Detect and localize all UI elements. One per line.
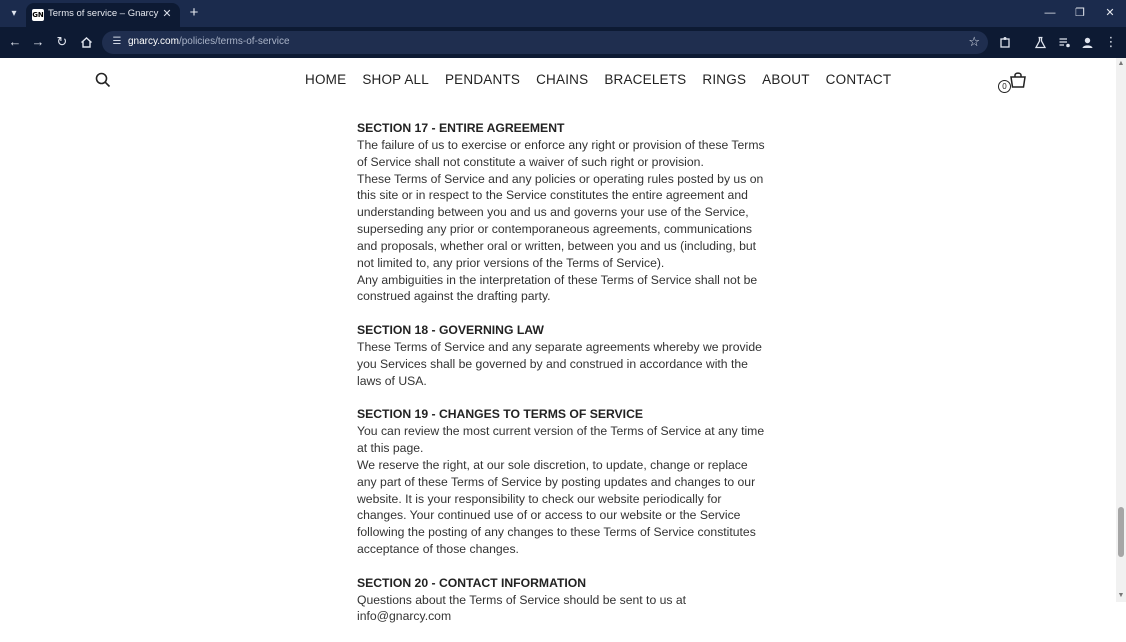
scrollbar-thumb[interactable] — [1118, 507, 1124, 557]
home-icon[interactable] — [77, 33, 95, 51]
nav-item-rings[interactable]: RINGS — [702, 72, 747, 87]
section-heading: SECTION 17 - ENTIRE AGREEMENT — [357, 121, 565, 135]
section-heading: SECTION 20 - CONTACT INFORMATION — [357, 575, 587, 590]
main-nav — [305, 72, 907, 87]
nav-item-shop-all[interactable]: SHOP ALL — [362, 72, 429, 87]
search-icon[interactable] — [95, 72, 111, 88]
url-domain: gnarcy.com — [128, 36, 179, 47]
section-paragraph: The failure of us to exercise or enforce any right or provision of these Terms of Service shall not constitute a waiver of such right or provision. — [357, 137, 765, 169]
media-icon[interactable] — [1055, 33, 1073, 51]
restore-icon[interactable]: ❐ — [1075, 7, 1085, 19]
scroll-up-icon[interactable]: ▲ — [1117, 60, 1125, 67]
cart-icon[interactable] — [1008, 70, 1028, 90]
nav-item-home[interactable]: HOME — [305, 72, 347, 87]
tune-icon[interactable]: ☰ — [112, 36, 122, 47]
nav-item-about[interactable]: ABOUT — [762, 72, 810, 87]
browser-tab[interactable] — [26, 3, 180, 27]
account-icon[interactable] — [1078, 33, 1096, 51]
address-bar[interactable] — [102, 31, 988, 54]
url-text[interactable] — [128, 36, 290, 47]
close-window-icon[interactable]: ✕ — [1105, 7, 1115, 19]
site-header — [0, 58, 1116, 102]
more-menu-icon[interactable]: ⋮ — [1104, 34, 1118, 49]
cart-count-badge: 0 — [998, 80, 1011, 93]
puzzle-icon[interactable] — [996, 33, 1014, 51]
tab-title: Terms of service – Gnarcy — [48, 8, 159, 19]
nav-item-pendants[interactable]: PENDANTS — [444, 72, 521, 87]
back-arrow-icon[interactable]: ← — [8, 34, 22, 49]
browser-toolbar — [0, 27, 1126, 58]
close-icon[interactable]: ✕ — [162, 8, 172, 20]
nav-item-chains[interactable]: CHAINS — [536, 72, 589, 87]
section-paragraph: Any ambiguities in the interpretation of these Terms of Service shall not be construed against the drafting party. — [357, 272, 758, 304]
section-heading: SECTION 18 - GOVERNING LAW — [357, 323, 544, 338]
section-paragraph: You can review the most current version of the Terms of Service at any time at this page. — [357, 424, 765, 456]
minimize-icon[interactable]: — — [1044, 7, 1056, 19]
scroll-down-icon[interactable]: ▼ — [1117, 592, 1125, 599]
browser-tab-strip — [0, 0, 1126, 27]
plus-icon[interactable]: + — [189, 4, 199, 21]
site-favicon: GN — [32, 11, 44, 19]
section-paragraph: These Terms of Service and any policies or operating rules posted by us on this site or in respect to the Service constitutes the entire agreement and understanding between you and us and governs your use of the Service, superseding any prior or contemporaneous agreements, communications and proposals, whether oral or written, between you and us (including, but not limited to, any prior versions of the Terms of Service). — [357, 171, 764, 270]
terms-content — [357, 120, 767, 642]
section-19 — [357, 406, 767, 558]
url-path: /policies/terms-of-service — [178, 36, 290, 47]
section-20 — [357, 575, 767, 626]
section-heading: SECTION 19 - CHANGES TO TERMS OF SERVICE — [357, 407, 644, 422]
flask-icon[interactable] — [1031, 33, 1049, 51]
section-18 — [357, 322, 767, 389]
section-17 — [357, 120, 767, 305]
forward-arrow-icon[interactable]: → — [31, 34, 45, 49]
nav-item-bracelets[interactable]: BRACELETS — [604, 72, 687, 87]
section-paragraph: We reserve the right, at our sole discretion, to update, change or replace any part of these Terms of Service by posting updates and changes to our website. It is your responsibility to check our website periodically for changes. Your continued use of or access to our website or the Service following the posting of any changes to these Terms of Service constitutes acceptance of those changes. — [357, 457, 756, 557]
section-paragraph: Questions about the Terms of Service should be sent to us at info@gnarcy.com — [357, 592, 687, 624]
section-paragraph: These Terms of Service and any separate agreements whereby we provide you Services shall be governed by and construed in accordance with the laws of USA. — [357, 339, 762, 388]
chevron-down-icon[interactable]: ▾ — [11, 8, 17, 19]
nav-item-contact[interactable]: CONTACT — [825, 72, 892, 87]
star-icon[interactable]: ☆ — [968, 34, 980, 49]
reload-icon[interactable]: ↻ — [56, 34, 68, 49]
page-scrollbar[interactable] — [1116, 58, 1126, 602]
